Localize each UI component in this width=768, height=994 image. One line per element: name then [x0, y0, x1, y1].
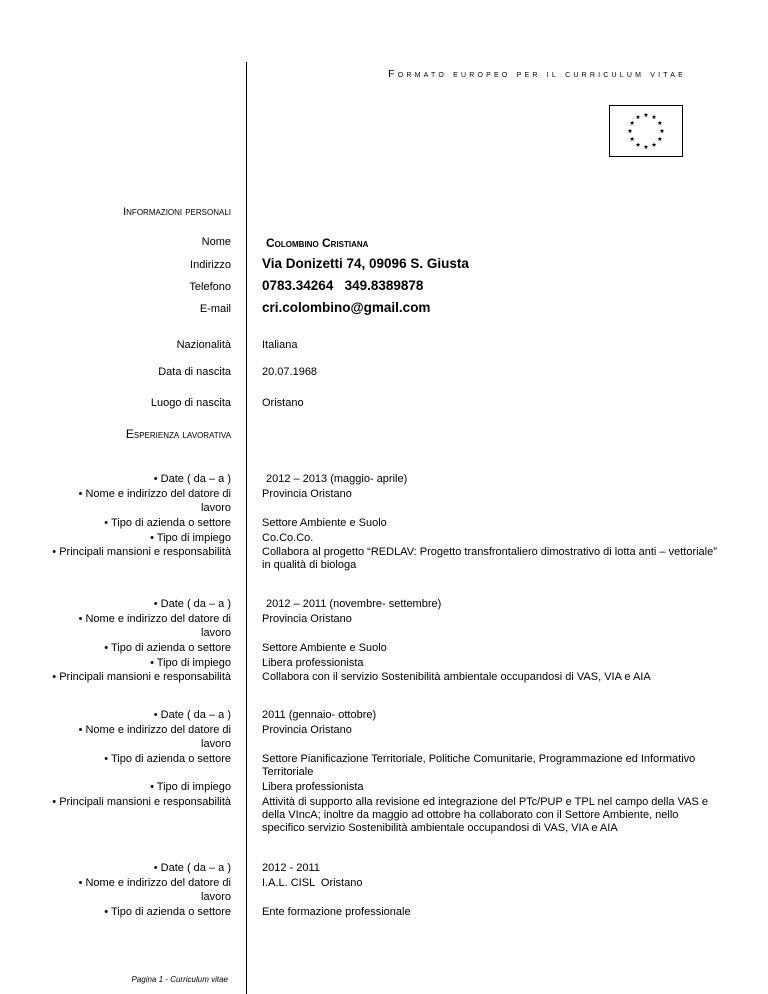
star-icon — [658, 137, 663, 141]
label-employer: • Nome e indirizzo del datore di — [78, 488, 231, 500]
label-employer-cont: lavoro — [201, 891, 231, 903]
star-icon — [628, 129, 633, 133]
star-icon — [644, 113, 649, 117]
label-sector: • Tipo di azienda o settore — [104, 753, 231, 765]
entry-job-type: Libera professionista — [262, 657, 364, 669]
entry-sector: Settore Pianificazione Territoriale, Politiche Comunitarie, Programmazione ed Informativo Territoriale — [262, 753, 696, 778]
value-nationality: Italiana — [262, 339, 298, 351]
entry-employer: I.A.L. CISL Oristano — [262, 877, 363, 889]
entry-employer: Provincia Oristano — [262, 724, 352, 736]
star-icon — [630, 121, 635, 125]
entry-sector: Ente formazione professionale — [262, 906, 411, 918]
star-icon — [636, 142, 641, 146]
footer-page-label: Pagina — [131, 975, 157, 984]
entry-duties: Collabora con il servizio Sostenibilità ambientale occupandosi di VAS, VIA e AIA — [262, 671, 651, 683]
column-divider — [246, 62, 247, 994]
label-name: Nome — [201, 236, 231, 248]
eu-flag-icon — [609, 105, 683, 157]
star-icon — [658, 121, 663, 125]
label-duties: • Principali mansioni e responsabilità — [52, 796, 231, 808]
label-birth-place: Luogo di nascita — [150, 397, 231, 409]
label-sector: • Tipo di azienda o settore — [104, 906, 231, 918]
label-address: Indirizzo — [190, 259, 231, 271]
label-sector: • Tipo di azienda o settore — [104, 517, 231, 529]
value-address: Via Donizetti 74, 09096 S. Giusta — [262, 256, 469, 271]
entry-duties: Attività di supporto alla revisione ed integrazione del PTc/PUP e TPL nel campo della VAS e della VIncA; inoltre da maggio ad ottobre ha collaborato con il Settore Ambiente, nello specifico servizio Sostenibilità ambientale occupandosi di VAS, VIA e AIA — [262, 796, 708, 834]
label-birth-date: Data di nascita — [158, 366, 231, 378]
label-email: E-mail — [199, 303, 231, 315]
label-date: • Date ( da – a ) — [153, 862, 231, 874]
label-duties: • Principali mansioni e responsabilità — [52, 546, 231, 558]
label-job-type: • Tipo di impiego — [150, 657, 231, 669]
value-birth-place: Oristano — [262, 397, 304, 409]
label-date: • Date ( da – a ) — [153, 709, 231, 721]
entry-date: 2012 – 2011 (novembre- settembre) — [266, 598, 442, 610]
label-date: • Date ( da – a ) — [153, 598, 231, 610]
value-email: cri.colombino@gmail.com — [262, 300, 431, 315]
label-employer: • Nome e indirizzo del datore di — [78, 877, 231, 889]
label-date: • Date ( da – a ) — [153, 473, 231, 485]
section-work-experience: Esperienza lavorativa — [125, 427, 231, 441]
entry-job-type: Libera professionista — [262, 781, 364, 793]
entry-duties: Collabora al progetto “REDLAV: Progetto transfrontaliero dimostrativo di lotta anti – vettoriale” in qualità di biologa — [262, 546, 717, 571]
entry-employer: Provincia Oristano — [262, 488, 352, 500]
footer-suffix: - Curriculum vitae — [165, 975, 228, 984]
value-name: Colombino Cristiana — [266, 236, 369, 250]
star-icon — [660, 129, 665, 133]
entry-date: 2012 – 2013 (maggio- aprile) — [266, 473, 408, 485]
star-icon — [636, 115, 641, 119]
star-icon — [652, 115, 657, 119]
entry-job-type: Co.Co.Co. — [262, 532, 314, 544]
label-job-type: • Tipo di impiego — [150, 532, 231, 544]
label-job-type: • Tipo di impiego — [150, 781, 231, 793]
label-employer-cont: lavoro — [201, 627, 231, 639]
star-icon — [644, 145, 649, 149]
entry-sector: Settore Ambiente e Suolo — [262, 642, 387, 654]
section-personal-info: Informazioni personali — [123, 206, 231, 218]
label-duties: • Principali mansioni e responsabilità — [52, 671, 231, 683]
entry-date: 2012 - 2011 — [262, 862, 320, 874]
label-employer: • Nome e indirizzo del datore di — [78, 613, 231, 625]
page-footer — [131, 975, 228, 984]
star-icon — [652, 142, 657, 146]
document-title: Formato europeo per il curriculum vitae — [388, 68, 686, 80]
star-icon — [630, 137, 635, 141]
value-birth-date: 20.07.1968 — [262, 366, 318, 378]
label-nationality: Nazionalità — [176, 339, 231, 351]
label-sector: • Tipo di azienda o settore — [104, 642, 231, 654]
entry-employer: Provincia Oristano — [262, 613, 352, 625]
label-employer-cont: lavoro — [201, 502, 231, 514]
label-phone: Telefono — [189, 281, 231, 293]
entry-date: 2011 (gennaio- ottobre) — [262, 709, 377, 721]
label-employer: • Nome e indirizzo del datore di — [78, 724, 231, 736]
footer-page-number: 1 — [158, 975, 164, 984]
label-employer-cont: lavoro — [201, 738, 231, 750]
value-phone: 0783.34264 349.8389878 — [262, 278, 424, 293]
entry-sector: Settore Ambiente e Suolo — [262, 517, 387, 529]
